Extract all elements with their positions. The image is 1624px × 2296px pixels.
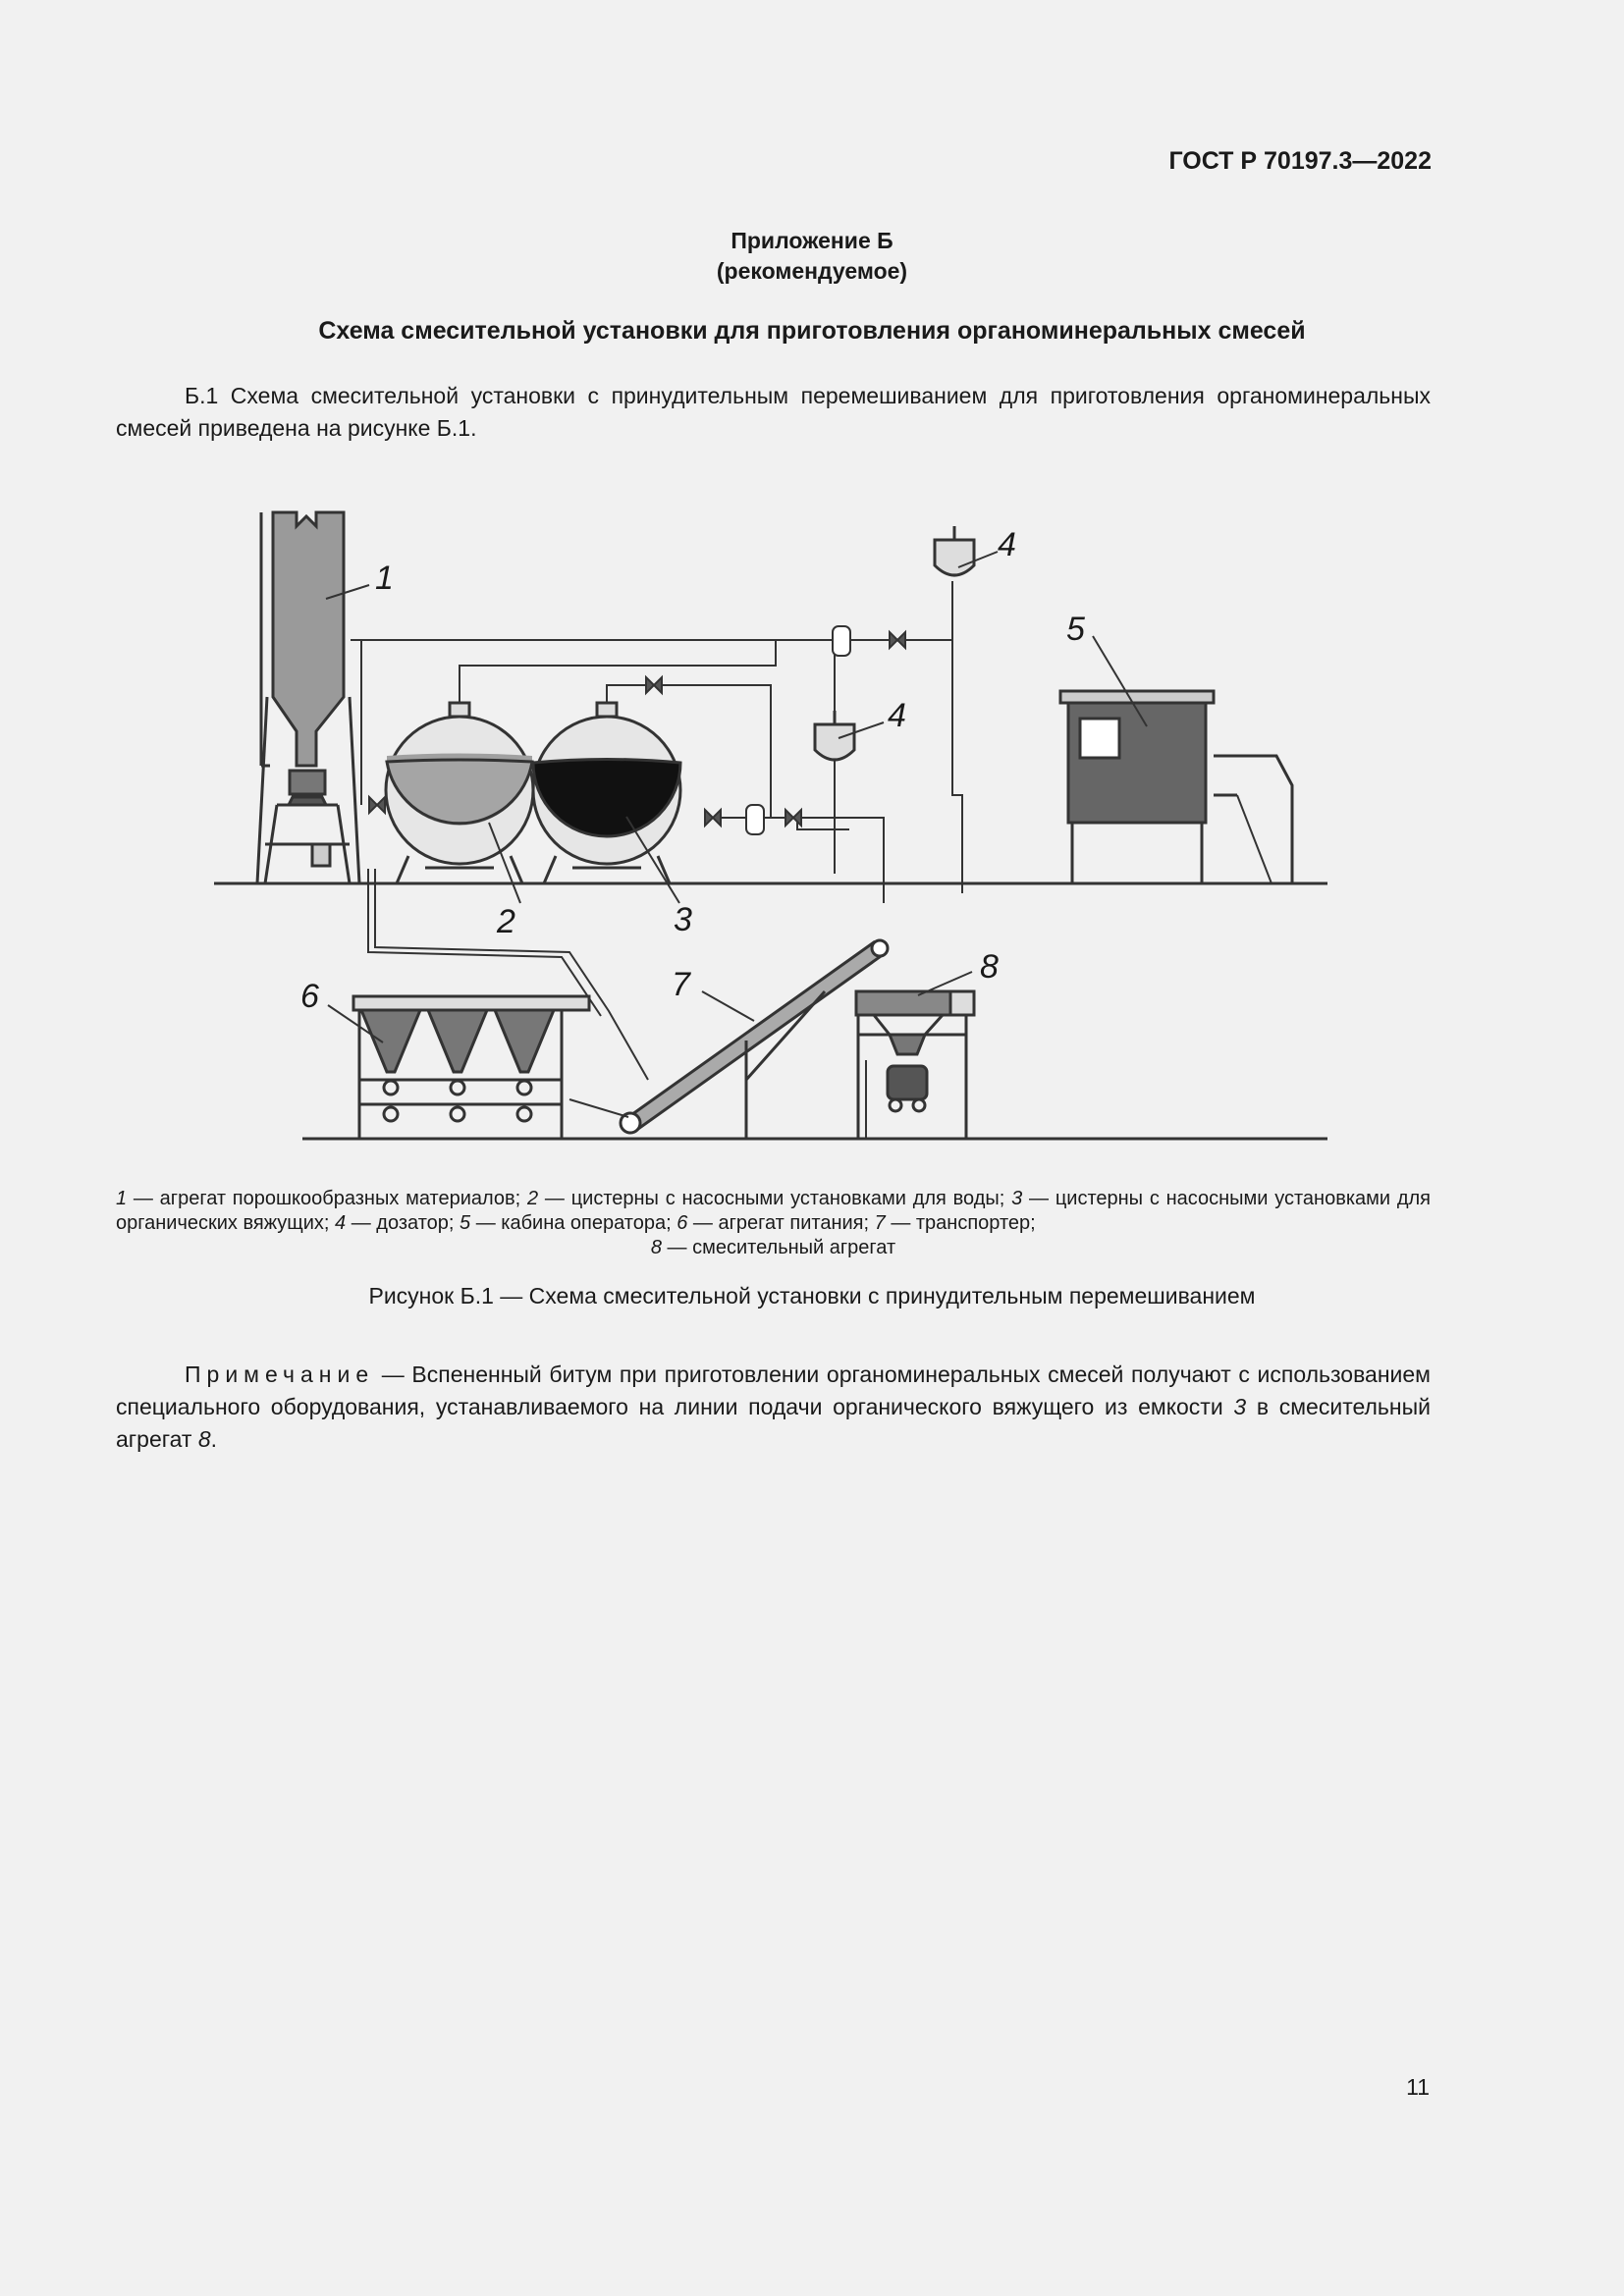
note-text-middle: в смесительный агрегат: [116, 1394, 1431, 1452]
legend-item-8: 8 — смесительный агрегат: [650, 1237, 896, 1258]
section-title: Схема смесительной установки для приготовления органоминеральных смесей: [318, 317, 1306, 345]
figure-legend: [116, 1187, 1431, 1260]
note-text-before: — Вспененный битум при приготовлении органоминеральных смесей получают с использованием специального оборудования, устанавливаемого на линии подачи органического вяжущего из емкости: [116, 1362, 1431, 1419]
note-text-end: .: [210, 1426, 218, 1452]
callout-6: 6: [300, 978, 319, 1015]
legend-item-1: 1 — агрегат порошкообразных материалов;: [116, 1188, 521, 1209]
note-paragraph: [116, 1359, 1431, 1456]
callout-5: 5: [1066, 611, 1085, 648]
appendix-heading: [0, 226, 1624, 287]
callout-4-upper: 4: [998, 526, 1016, 563]
operator-cabin: [1060, 691, 1292, 883]
callout-1: 1: [375, 560, 394, 597]
bitumen-tank: [533, 703, 680, 883]
feeder-unit: [353, 996, 589, 1139]
legend-item-6: 6 — агрегат питания;: [677, 1212, 870, 1234]
legend-item-4: 4 — дозатор;: [335, 1212, 455, 1234]
figure-caption: Рисунок Б.1 — Схема смесительной установки с принудительным перемешиванием: [368, 1283, 1256, 1308]
callout-8: 8: [980, 948, 999, 986]
note-ref-mixer: 8: [197, 1426, 211, 1452]
page-number: 11: [1406, 2074, 1430, 2100]
paragraph-b1: [116, 380, 1431, 445]
note-label: Примечание: [185, 1362, 375, 1387]
note-ref-tank: 3: [1233, 1394, 1247, 1419]
callout-4-lower: 4: [888, 697, 906, 734]
legend-item-2: 2 — цистерны с насосными установками для воды;: [527, 1188, 1005, 1209]
conveyor: [569, 940, 888, 1139]
legend-item-7: 7 — транспортер;: [874, 1212, 1036, 1234]
legend-item-5: 5 — кабина оператора;: [460, 1212, 672, 1234]
legend-item-3: 3 — цистерны с насосными установками для органических вяжущих;: [116, 1188, 1432, 1234]
callout-2: 2: [497, 903, 515, 940]
document-code: ГОСТ Р 70197.3—2022: [1168, 147, 1432, 175]
callout-3: 3: [674, 901, 692, 938]
appendix-label: Приложение Б: [731, 228, 893, 253]
paragraph-b1-text: Б.1 Схема смесительной установки с принудительным перемешиванием для приготовления органоминеральных смесей приведена на рисунке Б.1.: [116, 383, 1431, 441]
powder-aggregate-silo: [257, 512, 359, 883]
mixing-unit: [856, 991, 974, 1139]
appendix-status: (рекомендуемое): [716, 258, 908, 284]
callout-7: 7: [672, 966, 690, 1003]
mixing-plant-diagram: [196, 471, 1355, 1158]
dispenser-upper: [935, 526, 974, 575]
water-tank: [386, 703, 533, 883]
